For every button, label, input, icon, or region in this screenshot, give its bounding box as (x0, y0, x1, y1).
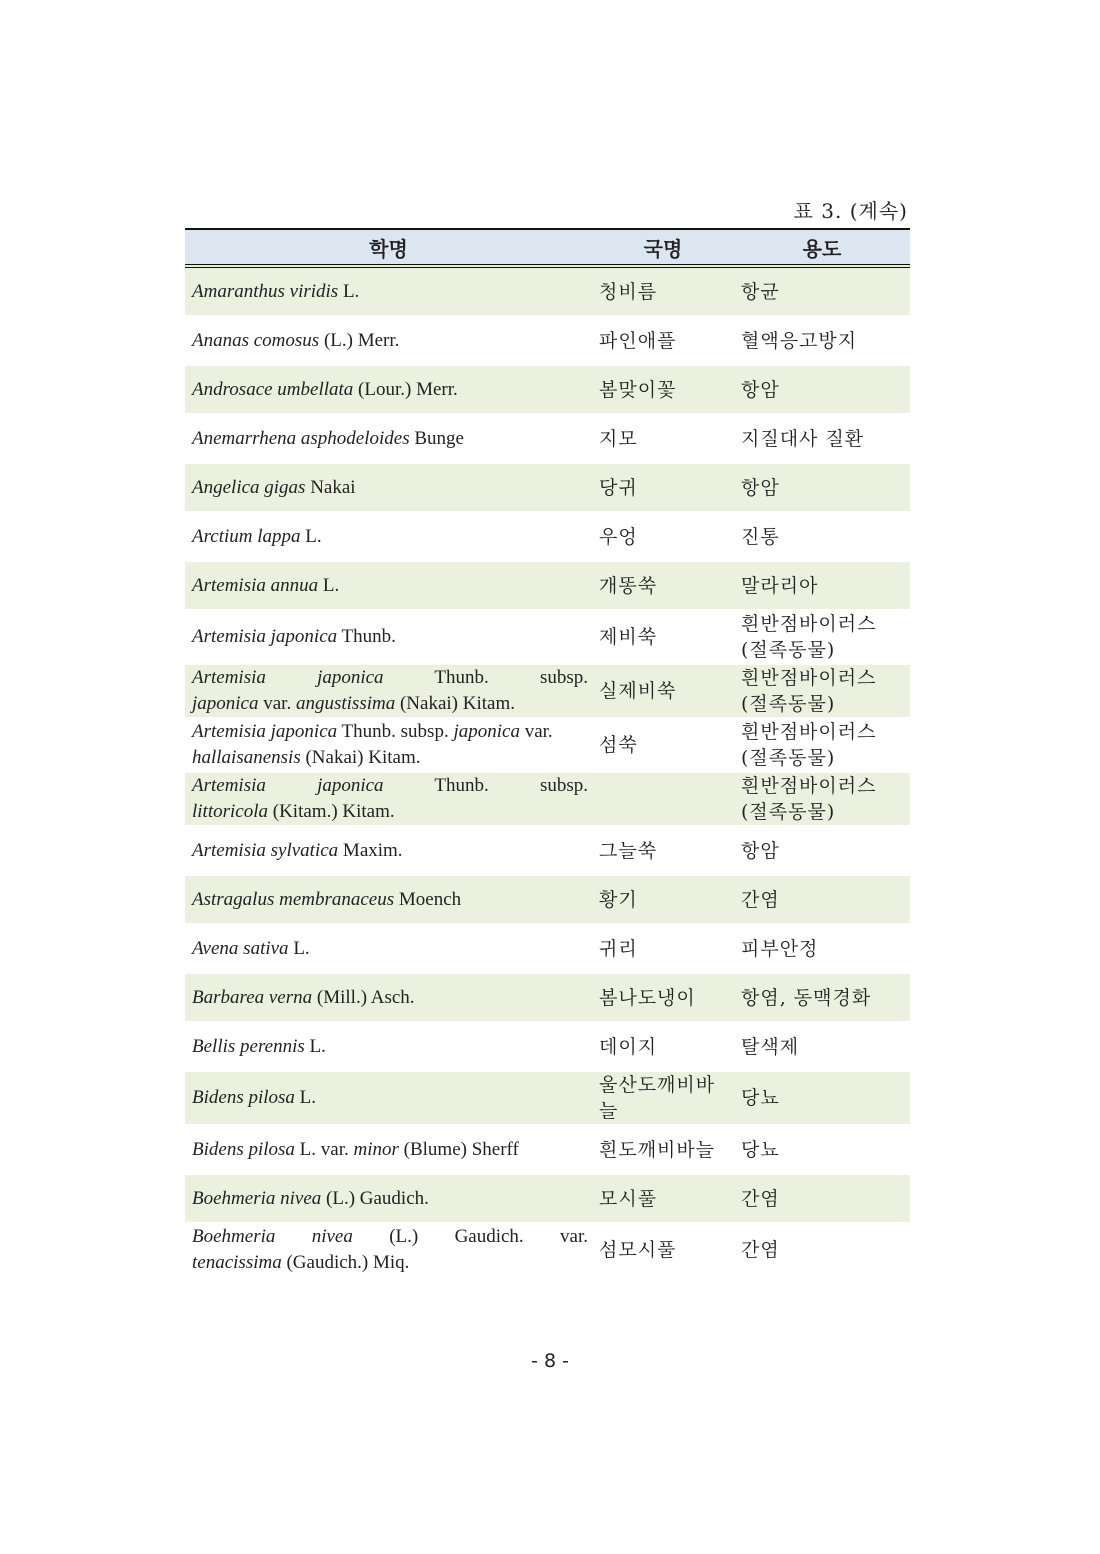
italic-name-part: Boehmeria nivea (192, 1226, 353, 1247)
scientific-name-line (192, 1224, 588, 1250)
usage-cell: 탈색제 (734, 1022, 910, 1071)
korean-name-cell: 실제비쑥 (592, 664, 734, 718)
scientific-name-cell (185, 463, 592, 512)
name-part: Bunge (409, 427, 464, 449)
name-part: (Mill.) Asch. (312, 986, 415, 1008)
name-part: var. (258, 693, 296, 714)
korean-name-cell: 지모 (592, 414, 734, 463)
name-part: (L.) Merr. (319, 329, 400, 351)
italic-name-part: littoricola (192, 801, 268, 822)
italic-name-part: Artemisia japonica (192, 626, 338, 647)
scientific-name-cell (185, 718, 592, 772)
scientific-name-cell (185, 973, 592, 1022)
scientific-name-cell (185, 1071, 592, 1125)
scientific-name-cell (185, 664, 592, 718)
name-part: L. var. (294, 1138, 354, 1160)
table-row (185, 512, 910, 561)
table-row (185, 924, 910, 973)
table-row (185, 973, 910, 1022)
korean-name-cell: 봄나도냉이 (592, 973, 734, 1022)
usage-cell: 피부안정 (734, 924, 910, 973)
usage-cell: 흰반점바이러스 (절족동물) (734, 772, 910, 826)
table-header-row (185, 229, 910, 266)
header-usage: 용도 (734, 229, 910, 266)
usage-cell: 흰반점바이러스 (절족동물) (734, 610, 910, 664)
name-part: Nakai (305, 476, 356, 498)
usage-cell: 흰반점바이러스 (절족동물) (734, 718, 910, 772)
table-row (185, 718, 910, 772)
name-part: Maxim. (338, 839, 403, 861)
korean-name-cell: 당귀 (592, 463, 734, 512)
scientific-name-line (192, 665, 588, 691)
korean-name-cell: 울산도깨비바늘 (592, 1071, 734, 1125)
italic-name-part: angustissima (295, 693, 396, 714)
korean-name-cell: 귀리 (592, 924, 734, 973)
italic-name-part: Artemisia japonica (192, 775, 384, 796)
table-row (185, 610, 910, 664)
table-row (185, 664, 910, 718)
korean-name-cell: 흰도깨비바늘 (592, 1125, 734, 1174)
italic-name-part: Bellis perennis (192, 1035, 305, 1057)
header-scientific-name: 학명 (185, 229, 592, 266)
usage-cell: 항균 (734, 266, 910, 316)
italic-name-part: japonica (192, 693, 259, 714)
scientific-name-cell (185, 1223, 592, 1277)
usage-cell: 간염 (734, 1174, 910, 1223)
name-part: (Gaudich.) Miq. (281, 1252, 410, 1273)
scientific-name-line (192, 773, 588, 799)
italic-name-part: Avena sativa (192, 937, 289, 959)
italic-name-part: tenacissima (192, 1252, 282, 1273)
italic-name-part: Artemisia japonica (192, 667, 384, 688)
italic-name-part: Artemisia japonica (192, 721, 338, 742)
scientific-name-cell (185, 1174, 592, 1223)
usage-cell: 당뇨 (734, 1071, 910, 1125)
table-row (185, 1223, 910, 1277)
name-part: (L.) Gaudich. (321, 1187, 429, 1209)
italic-name-part: Astragalus membranaceus (192, 888, 395, 910)
name-part: (Kitam.) Kitam. (268, 801, 395, 822)
usage-cell: 간염 (734, 875, 910, 924)
name-part: L. (294, 1087, 317, 1108)
italic-name-part: hallaisanensis (192, 747, 301, 768)
name-part: (Lour.) Merr. (353, 378, 458, 400)
italic-name-part: Androsace umbellata (192, 378, 354, 400)
species-table (185, 228, 910, 1278)
italic-name-part: Bidens pilosa (192, 1138, 295, 1160)
page-number: - 8 - (531, 1350, 569, 1372)
korean-name-cell: 그늘쑥 (592, 826, 734, 875)
usage-cell: 말라리아 (734, 561, 910, 610)
italic-name-part: Barbarea verna (192, 986, 313, 1008)
name-part: Thunb. subsp. (337, 721, 454, 742)
italic-name-part: minor (353, 1138, 399, 1160)
usage-cell: 항암 (734, 826, 910, 875)
korean-name-cell: 우엉 (592, 512, 734, 561)
korean-name-cell: 황기 (592, 875, 734, 924)
usage-cell: 당뇨 (734, 1125, 910, 1174)
scientific-name-cell (185, 875, 592, 924)
italic-name-part: Artemisia sylvatica (192, 839, 339, 861)
scientific-name-cell (185, 610, 592, 664)
name-part: L. (300, 525, 322, 547)
name-part: L. (338, 280, 360, 302)
name-part: L. (288, 937, 310, 959)
table-row (185, 1022, 910, 1071)
korean-name-cell: 데이지 (592, 1022, 734, 1071)
name-part: (Blume) Sherff (398, 1138, 519, 1160)
scientific-name-cell (185, 414, 592, 463)
italic-name-part: Ananas comosus (192, 329, 320, 351)
name-part: (Nakai) Kitam. (300, 747, 421, 768)
korean-name-cell: 모시풀 (592, 1174, 734, 1223)
usage-cell: 항암 (734, 365, 910, 414)
korean-name-cell: 개똥쑥 (592, 561, 734, 610)
table-row (185, 1071, 910, 1125)
usage-cell: 항암 (734, 463, 910, 512)
italic-name-part: Arctium lappa (192, 525, 301, 547)
scientific-name-cell (185, 512, 592, 561)
korean-name-cell: 제비쑥 (592, 610, 734, 664)
table-row (185, 414, 910, 463)
scientific-name-cell (185, 826, 592, 875)
scientific-name-cell (185, 266, 592, 316)
italic-name-part: Bidens pilosa (192, 1087, 295, 1108)
usage-cell: 흰반점바이러스 (절족동물) (734, 664, 910, 718)
usage-cell: 지질대사 질환 (734, 414, 910, 463)
usage-cell: 항염, 동맥경화 (734, 973, 910, 1022)
table-row (185, 1174, 910, 1223)
table-row (185, 463, 910, 512)
scientific-name-cell (185, 772, 592, 826)
scientific-name-cell (185, 365, 592, 414)
name-part: L. (304, 1035, 326, 1057)
table-row (185, 772, 910, 826)
italic-name-part: Boehmeria nivea (192, 1187, 322, 1209)
italic-name-part: Anemarrhena asphodeloides (192, 427, 410, 449)
usage-cell: 혈액응고방지 (734, 316, 910, 365)
korean-name-cell: 봄맞이꽃 (592, 365, 734, 414)
table-caption: 표 3. (계속) (793, 199, 908, 223)
korean-name-cell: 청비름 (592, 266, 734, 316)
table-body (185, 266, 910, 1277)
table-row (185, 561, 910, 610)
italic-name-part: Artemisia annua (192, 574, 319, 596)
table-row (185, 875, 910, 924)
table-row (185, 1125, 910, 1174)
korean-name-cell: 파인애플 (592, 316, 734, 365)
korean-name-cell: 섬모시풀 (592, 1223, 734, 1277)
name-part: Moench (394, 888, 462, 910)
table-row (185, 266, 910, 316)
name-part: (Nakai) Kitam. (395, 693, 515, 714)
header-korean-name: 국명 (592, 229, 734, 266)
table-row (185, 365, 910, 414)
scientific-name-cell (185, 1125, 592, 1174)
scientific-name-cell (185, 1022, 592, 1071)
name-part: L. (318, 574, 340, 596)
name-part: Thunb. subsp. (383, 667, 588, 688)
usage-cell: 진통 (734, 512, 910, 561)
scientific-name-cell (185, 924, 592, 973)
italic-name-part: japonica (453, 721, 520, 742)
name-part: Thunb. subsp. (383, 775, 588, 796)
korean-name-cell: 섬쑥 (592, 718, 734, 772)
scientific-name-cell (185, 316, 592, 365)
korean-name-cell (592, 772, 734, 826)
table-row (185, 826, 910, 875)
name-part: (L.) Gaudich. var. (352, 1226, 588, 1247)
usage-cell: 간염 (734, 1223, 910, 1277)
italic-name-part: Amaranthus viridis (192, 280, 339, 302)
name-part: var. (519, 721, 553, 742)
italic-name-part: Angelica gigas (192, 476, 306, 498)
name-part: Thunb. (337, 626, 396, 647)
table-row (185, 316, 910, 365)
scientific-name-cell (185, 561, 592, 610)
